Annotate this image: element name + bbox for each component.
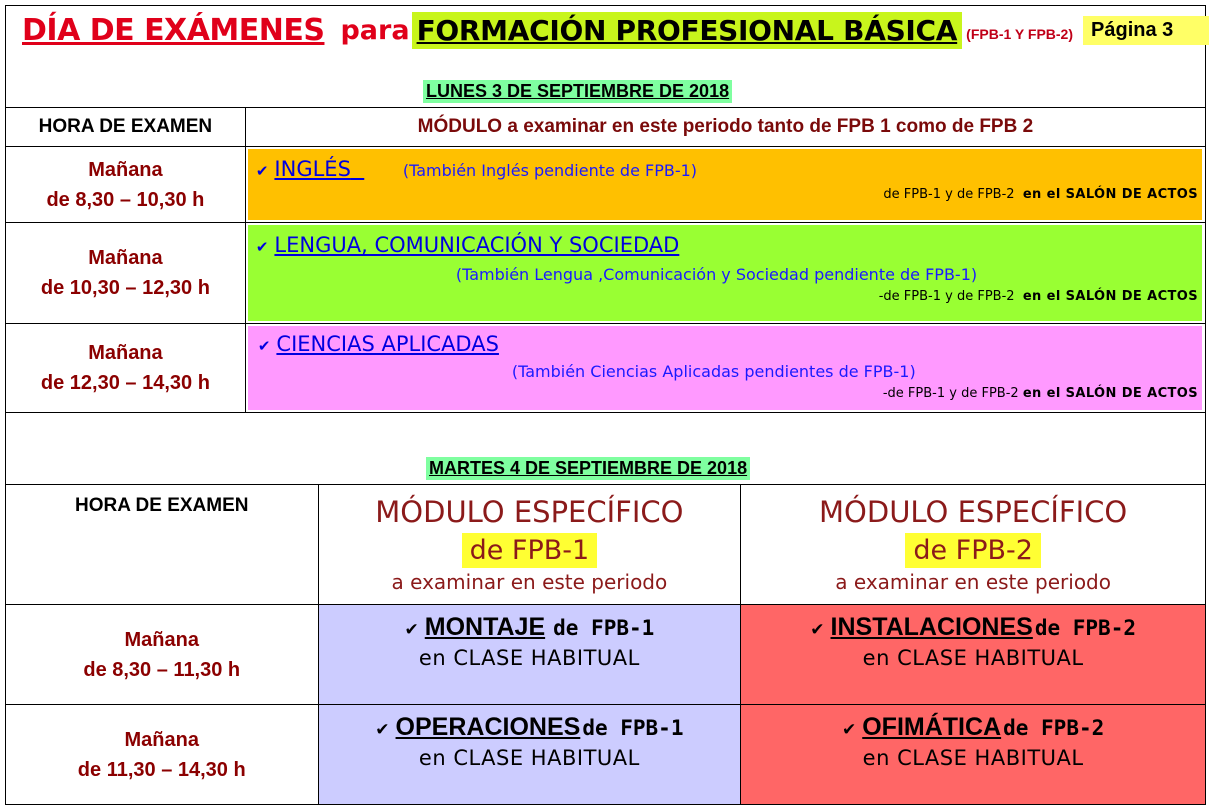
day2-header-fpb2 <box>741 485 1206 605</box>
time-cell <box>6 605 319 705</box>
time-range: de 11,30 – 14,30 h <box>77 758 246 781</box>
module-location: de FPB-1 y de FPB-2 en el SALÓN DE ACTOS <box>883 187 1198 202</box>
module-name: OFIMÁTICA <box>862 713 1002 741</box>
table-row <box>6 223 1206 324</box>
module-group: de FPB-1 <box>582 716 684 740</box>
module-highlight <box>248 225 1202 321</box>
table-row <box>6 324 1206 413</box>
module-location: -de FPB-1 y de FPB-2 en el SALÓN DE ACTOS <box>882 386 1198 401</box>
fpb2-module-cell <box>741 605 1206 705</box>
title-groups: (FPB-1 Y FPB-2) <box>966 26 1074 42</box>
time-label: Mañana <box>88 342 163 364</box>
module-cell <box>245 324 1205 413</box>
header-line1: MÓDULO ESPECÍFICO <box>375 495 684 529</box>
day1-header-time: HORA DE EXAMEN <box>6 108 246 147</box>
table-row <box>6 147 1206 223</box>
module-location: en CLASE HABITUAL <box>418 746 640 770</box>
header-line2: de FPB-2 <box>905 533 1041 568</box>
title-para: para <box>340 14 410 46</box>
table-row <box>6 705 1206 805</box>
module-group: de FPB-1 <box>553 616 655 640</box>
header-line1: MÓDULO ESPECÍFICO <box>819 495 1128 529</box>
checkmark-icon: ✔ <box>404 620 419 639</box>
time-cell <box>6 147 246 223</box>
time-range: de 8,30 – 11,30 h <box>83 658 241 681</box>
module-name: MONTAJE <box>424 613 546 641</box>
checkmark-icon: ✔ <box>841 720 857 739</box>
module-location: -de FPB-1 y de FPB-2 en el SALÓN DE ACTOS <box>878 289 1198 304</box>
day1-schedule-table <box>5 107 1206 413</box>
time-range: de 12,30 – 14,30 h <box>40 372 210 394</box>
module-name: OPERACIONES <box>395 713 581 741</box>
fpb1-module-cell <box>318 605 741 705</box>
module-name: INSTALACIONES <box>830 613 1033 641</box>
day2-date-label: MARTES 4 DE SEPTIEMBRE DE 2018 <box>426 457 750 480</box>
day1-header-module: MÓDULO a examinar en este periodo tanto de FPB 1 como de FPB 2 <box>245 108 1205 147</box>
checkmark-icon: ✔ <box>255 238 269 256</box>
title-program: FORMACIÓN PROFESIONAL BÁSICA <box>412 12 963 49</box>
title-main: DÍA DE EXÁMENES <box>22 12 325 48</box>
time-cell <box>6 324 246 413</box>
module-cell <box>245 147 1205 223</box>
module-location: en CLASE HABITUAL <box>862 646 1084 670</box>
page-title <box>22 10 1209 50</box>
time-cell <box>6 705 319 805</box>
day2-header-fpb1 <box>318 485 741 605</box>
checkmark-icon: ✔ <box>375 720 390 739</box>
time-label: Mañana <box>88 247 163 269</box>
header-line2: de FPB-1 <box>462 533 598 568</box>
module-group: de FPB-2 <box>1034 616 1136 640</box>
time-range: de 10,30 – 12,30 h <box>40 277 210 299</box>
time-range: de 8,30 – 10,30 h <box>46 188 205 211</box>
module-group: de FPB-2 <box>1003 716 1105 740</box>
time-label: Mañana <box>124 728 199 751</box>
module-name: ✔ CIENCIAS APLICADAS <box>257 332 499 356</box>
header-line3: a examinar en este periodo <box>835 570 1111 594</box>
header-line3: a examinar en este periodo <box>391 570 668 594</box>
fpb1-module-cell <box>318 705 741 805</box>
module-highlight <box>248 326 1202 410</box>
fpb2-module-cell <box>741 705 1206 805</box>
day2-header-time: HORA DE EXAMEN <box>6 485 319 605</box>
module-location: en CLASE HABITUAL <box>862 746 1084 770</box>
module-note: (También Inglés pendiente de FPB-1) <box>402 161 698 180</box>
time-label: Mañana <box>88 158 163 181</box>
module-note: (También Lengua ,Comunicación y Sociedad pendiente de FPB-1) <box>455 265 978 284</box>
time-label: Mañana <box>124 628 199 651</box>
checkmark-icon: ✔ <box>257 337 271 355</box>
page-number: Página 3 <box>1083 16 1209 45</box>
module-name: ✔ LENGUA, COMUNICACIÓN Y SOCIEDAD <box>255 233 680 257</box>
checkmark-icon: ✔ <box>810 620 825 639</box>
module-location: en CLASE HABITUAL <box>418 646 640 670</box>
table-row <box>6 605 1206 705</box>
time-cell <box>6 223 246 324</box>
day2-schedule-table <box>5 484 1206 805</box>
checkmark-icon: ✔ <box>255 162 269 180</box>
module-note: (También Ciencias Aplicadas pendientes de FPB-1) <box>511 362 916 381</box>
day1-date-label: LUNES 3 DE SEPTIEMBRE DE 2018 <box>423 80 732 103</box>
module-highlight <box>248 149 1202 220</box>
module-cell <box>245 223 1205 324</box>
module-name: ✔ INGLÉS <box>255 157 351 181</box>
